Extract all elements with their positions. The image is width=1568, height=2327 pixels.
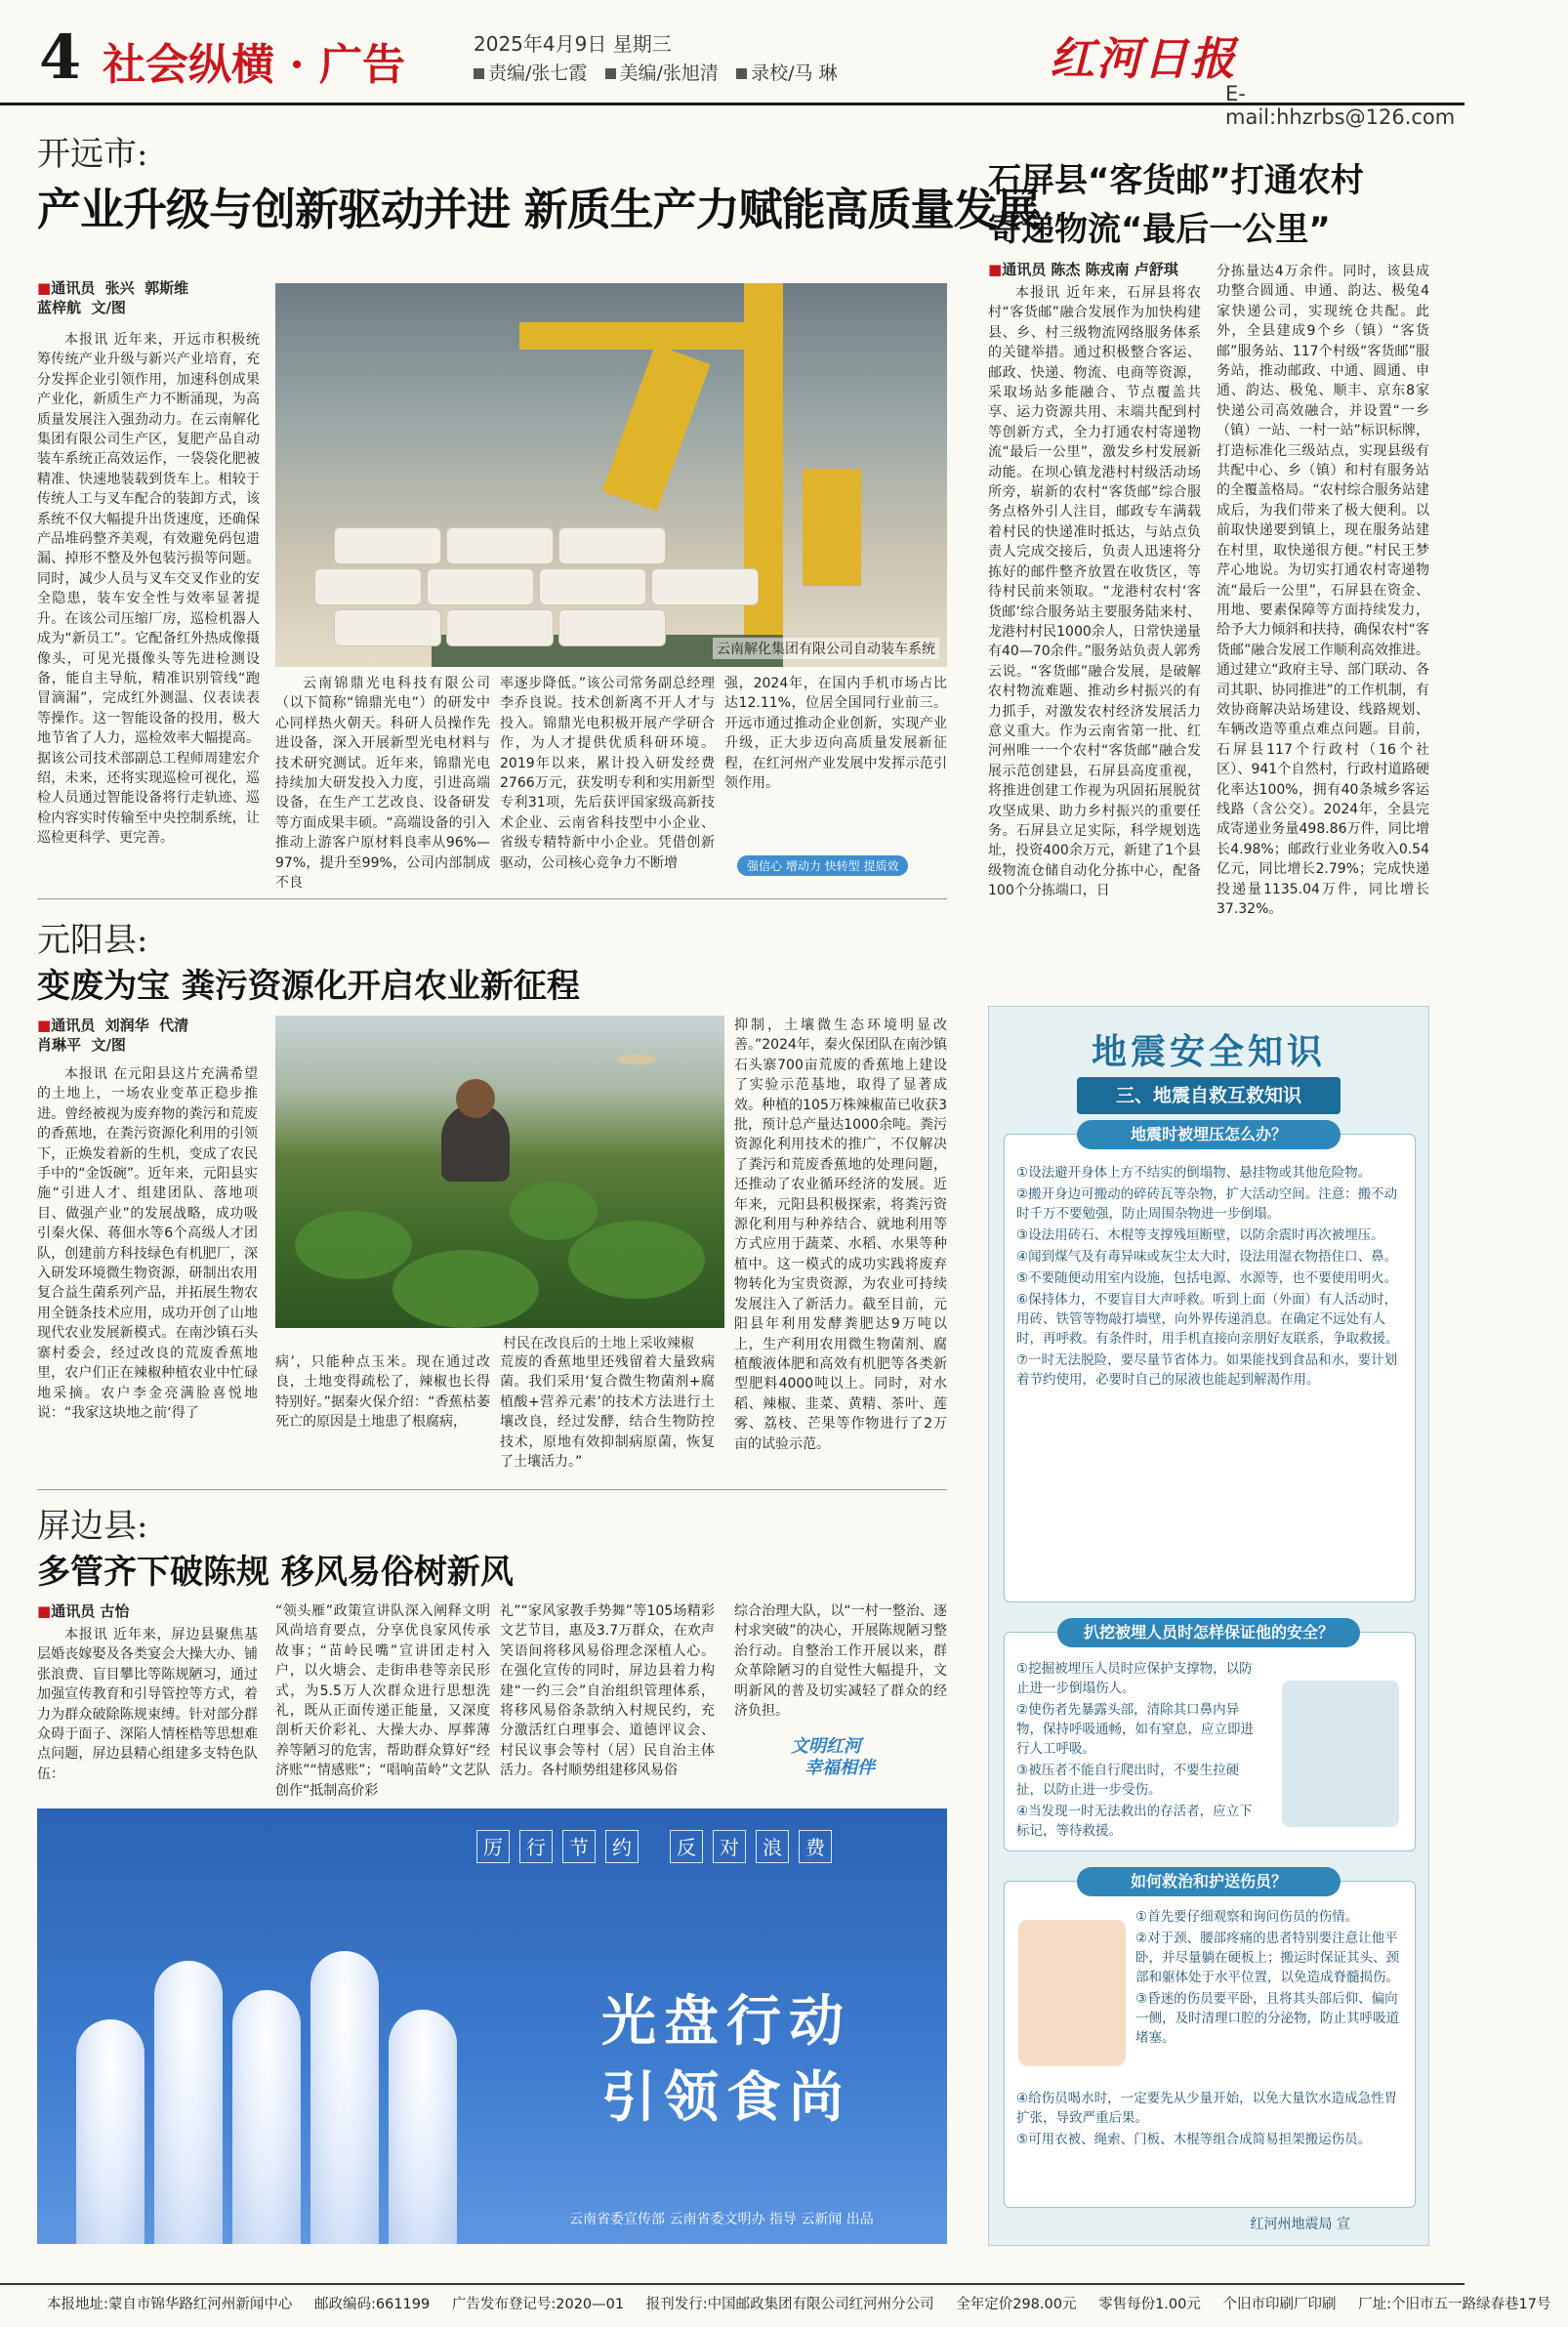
pepper-harvest-photo (275, 1016, 724, 1328)
editor-credit: 录校/马 琳 (751, 62, 838, 84)
civility-slogan: 文明红河 幸福相伴 (791, 1736, 875, 1778)
panel-subtitle: 三、地震自救互救知识 (1077, 1077, 1341, 1114)
wheat-illustration (389, 2010, 457, 2244)
wheat-illustration (154, 1961, 223, 2244)
ad-credit: 云南省委宣传部 云南省委文明办 指导 云新闻 出品 (569, 2212, 874, 2227)
article-body-column: 礼”“家风家教手势舞”等105场精彩文艺节目，惠及3.7万群众，在欢声笑语间将移风易俗理念深植人心。在强化宣传的同时，屏边县着力构建“一约三会”自治组织管理体系，将移风易俗条款纳入村规民约，充分激活红白理事会、道德评议会、村民议事会等村（居）民自治主体活力。各村顺势组建移风易俗 (500, 1603, 715, 1779)
contact-email: E-mail:hhzrbs@126.com (1225, 82, 1456, 129)
question-heading: 扒挖被埋人员时怎样保证他的安全？ (1057, 1618, 1360, 1647)
first-aid-illustration (1018, 1920, 1126, 2066)
article-body-column: 分拣量达4万余件。同时，该县成功整合圆通、申通、韵达、极兔4家快递公司，实现统仓共配。此外，全县建成9个乡（镇）“客货邮”服务站、117个村级“客货邮”服务站，推动邮政、中通、圆通、申通、韵达、极兔、顺丰、京东8家快递公司高效融合，并设置“一乡（镇）一站、一村一站”标识标牌，打造标准化三级站点，实现县级有共配中心、乡（镇）和村有服务站的全覆盖格局。“农村综合服务站建成后，为我们带来了极大便利。以前取快递要到镇上，现在服务站建在村里，取快递很方便。”村民王梦芹心地说。为切实打通农村寄递物流“最后一公里”，石屏县在资金、用地、要素保障等方面持续发力，给予大力倾斜和扶持，确保农村“客货邮”融合发展工作顺利高效推进。通过建立“政府主导、部门联动、各司其职、协同推进”的工作机制，有效协商解决站场建设、线路规划、车辆改造等重点难点问题。目前，石屏县117个行政村（16个社区）、941个自然村，行政村道路硬化率达100%，拥有40条城乡客运线路（含公交）。2024年，全县完成寄递业务量498.86万件，同比增长4.98%；邮政行业业务收入0.54亿元，同比增长2.79%；完成快递投递量1135.04万件，同比增长37.32%。 (1217, 264, 1429, 917)
article-headline: 变废为宝 粪污资源化开启农业新征程 (37, 967, 580, 1006)
section-title: 社会纵横 · 广告 (103, 40, 405, 90)
page-footer (0, 2283, 1551, 2327)
article-byline: ■通讯员 古怡 (37, 1602, 130, 1620)
footer-item: 个旧市印刷厂印刷 (1222, 2297, 1337, 2312)
article-headline: 产业升级与创新驱动并进 新质生产力赋能高质量发展 (37, 184, 1040, 235)
footer-item: 报刊发行:中国邮政集团有限公司红河州分公司 (645, 2297, 934, 2312)
footer-item: 零售每份1.00元 (1098, 2297, 1201, 2312)
article-headline: 石屏县“客货邮”打通农村 寄递物流“最后一公里” (988, 161, 1364, 249)
question-answer: ④给伤员喝水时，一定要先从少量开始，以免大量饮水造成急性胃扩张，导致严重后果。 ⑤可用衣被、绳索、门板、木棍等组合成简易担架搬运伤员。 (1016, 2091, 1398, 2147)
article-body-column: 本报讯 近年来，石屏县将农村“客货邮”融合发展作为加快构建县、乡、村三级物流网络服务体系的关键举措。通过积极整合客运、邮政、快递、物流、电商等资源，采取场站多能融合、节点覆盖共享、运力资源共用、末端共配到村等创新方式，全力打通农村寄递物流“最后一公里”，激发乡村发展新动能。在坝心镇龙港村村级活动场所旁，崭新的农村“客货邮”综合服务点格外引人注目，邮政专车满载着村民的快递准时抵达，与站点负责人完成交接后，负责人迅速将分拣好的邮件整齐放置在收货区，等待村民前来领取。“龙港村农村‘客货邮’综合服务站主要服务陆来村、龙港村村民1000余人，日常快递量有40—70余件。”服务站负责人郭秀云说。“客货邮”融合发展，是破解农村物流难题、推动乡村振兴的有力抓手，对激发农村经济发展活力意义重大。作为云南省第一批、红河州唯一一个农村“客货邮”融合发展示范创建县，石屏县高度重视，将推进创建工作视为巩固拓展脱贫攻坚成果、助力乡村振兴的重要任务。石屏县立足实际，科学规划选址，投资400余万元，新建了1个县级物流仓储自动化分拣中心，配备100个分拣端口，日 (988, 285, 1201, 899)
footer-item: 厂址:个旧市五一路绿春巷17号 (1358, 2297, 1551, 2312)
article-body-column: 荒废的香蕉地里还残留着大量致病菌。我们采用‘复合微生物菌剂+腐植酸+营养元素’的技术方法进行土壤改良，经过发酵，结合生物防控技术，原地有效抑制病原菌，恢复了土壤活力。” (500, 1354, 715, 1471)
article-body-column: 抑制，土壤微生态环境明显改善。”2024年，秦火保团队在南沙镇石头寨700亩荒废的香蕉地上建设了实验示范基地，取得了显著成效。种植的105万株辣椒苗已收获3批，预计总产量达1000余吨。粪污资源化利用技术的推广，不仅解决了粪污和荒废香蕉地的处理问题，还推动了农业循环经济的发展。近年来，元阳县积极探索，将粪污资源化利用与种养结合、就地利用等方式应用于蔬菜、水稻、水果等种植中。这一模式的成功实践将废弃物转化为宝贵资源，为农业可持续发展注入了新活力。截至目前，元阳县年利用发酵粪肥达9万吨以上，生产利用农用微生物菌剂、腐植酸液体肥和高效有机肥等各类新型肥料4000吨以上。同时，对水稻、辣椒、韭菜、黄精、茶叶、莲雾、荔枝、芒果等作物进行了2万亩的试验示范。 (734, 1018, 947, 1452)
masthead (0, 0, 1465, 129)
panel-credit: 红河州地震局 宣 (1250, 2217, 1350, 2232)
article-region: 屏边县: (37, 1507, 148, 1546)
editor-credit: 责编/张七霞 (488, 62, 588, 84)
article-body-column: “领头雁”政策宣讲队深入阐释文明风尚培育要点，分享优良家风传承故事；“苗岭民嘴”宣讲团走村入户，以火塘会、走街串巷等亲民形式，为5.5万人次群众进行思想洗礼，既从正面传递正能量，又深度剖析天价彩礼、大操大办、厚葬薄养等陋习的危害，帮助群众算好“经济账”“情感账”；“唱响苗岭”文艺队创作“抵制高价彩 (275, 1603, 490, 1799)
question-heading: 如何救治和护送伤员？ (1077, 1867, 1341, 1896)
ad-headline: 光盘行动 引领食尚 (601, 1990, 851, 2130)
footer-item: 全年定价298.00元 (956, 2297, 1077, 2312)
editor-credits (474, 59, 838, 88)
article-region: 元阳县: (37, 921, 148, 960)
photo-caption: 村民在改良后的土地上采收辣椒 (503, 1336, 694, 1351)
header-info (474, 29, 838, 88)
rescue-illustration (1282, 1681, 1399, 1827)
question-heading: 地震时被埋压怎么办？ (1077, 1120, 1341, 1149)
wheat-illustration (76, 2019, 144, 2244)
article-body-column: 综合治理大队，以“一村一整治、逐村求突破”的决心，开展陈规陋习整治行动。自整治工作开展以来，群众革除陋习的自觉性大幅提升，文明新风的普及切实减轻了群众的经济负担。 (734, 1603, 947, 1720)
article-headline: 多管齐下破陈规 移风易俗树新风 (37, 1553, 514, 1592)
newspaper-logo: 红河日报 (1050, 32, 1237, 85)
article-body-column: 本报讯 近年来，开远市积极统筹传统产业升级与新兴产业培育，充分发挥企业引领作用，加速科创成果产业化，新质生产力不断涌现，为高质量发展注入强劲动力。在云南解化集团有限公司生产区，复肥产品自动装车系统正高效运作，一袋袋化肥被精准、快速地装载到货车上。相较于传统人工与叉车配合的装卸方式，该系统不仅大幅提升出货速度，还确保产品堆码整齐美观，有效避免码包遗漏、掉形不整及外包装污损等问题。同时，减少人员与叉车交叉作业的安全隐患，装车安全性与效率显著提升。在该公司压缩厂房，巡检机器人成为“新员工”。它配备红外热成像摄像头，可见光摄像头等先进检测设备，能自主导航，精准识别管线“跑冒滴漏”，完成红外测温、仪表读表等操作。这一智能设备的投用，极大地节省了人力，巡检效率大幅提高。据该公司技术部副总工程师周建宏介绍，未来，还将实现巡检可视化，巡检人员通过智能设备将行走轨迹、巡检内容实时传输至中央控制系统，让巡检更科学、更完善。 (37, 332, 260, 847)
wheat-illustration (232, 1990, 301, 2244)
article-region: 开远市: (37, 135, 148, 174)
issue-date: 2025年4月9日 星期三 (474, 32, 672, 56)
question-answer: ①挖掘被埋压人员时应保护支撑物，以防止进一步倒塌伤人。 ②使伤者先暴露头部，清除其口鼻内异物，保持呼吸通畅，如有窒息，应立即进行人工呼吸。 ③被压者不能自行爬出时，不要生拉硬扯，以防止进一步受伤。 ④当发现一时无法救出的存活者，应立下标记，等待救援。 (1016, 1661, 1254, 1839)
article-body-column: 率逐步降低。”该公司常务副总经理李乔良说。技术创新离不开人才与投入。锦鼎光电积极开展产学研合作，为人才提供优质科研环境。2019年以来，累计投入研发经费2766万元，获发明专利和实用新型专利31项，先后获评国家级高新技术企业、云南省科技型中小企业、省级专精特新中小企业。凭借创新驱动，公司核心竞争力不断增 (500, 676, 715, 871)
panel-title: 地震安全知识 (1091, 1032, 1326, 1072)
article-body-column: 云南锦鼎光电科技有限公司（以下简称“锦鼎光电”）的研发中心同样热火朝天。科研人员操作先进设备，深入开展新型光电材料与技术研究测试。近年来，锦鼎光电持续加大研发投入力度，引进高端设备，在生产工艺改良、设备研发等方面成果丰硕。“高端设备的引入推动上游客户原材料良率从96%—97%，提升至99%，公司内部制成不良 (275, 676, 490, 892)
article-body-column: 本报讯 在元阳县这片充满希望的土地上，一场农业变革正稳步推进。曾经被视为废弃物的粪污和荒废的香蕉地，在粪污资源化利用的引领下，正焕发着新的生机，变成了农民手中的“金饭碗”。近年来，元阳县实施“引进人才、组建团队、落地项目、做强产业”的发展战略，成功吸引秦火保、蒋佃水等6个高级人才团队，创建前方科技绿色有机肥厂，深入研发环境微生物资源，研制出农用复合益生菌系列产品，并拓展生物农用全链条技术应用，成功开创了山地现代农业发展新模式。在南沙镇石头寨村委会，经过改良的荒废香蕉地里，农户们正在辣椒种植农业中忙碌地采摘。农户李金亮满脸喜悦地说：“我家这块地之前‘得了 (37, 1066, 258, 1421)
article-byline: ■通讯员 刘润华 代清 肖琳平 文/图 (37, 1017, 189, 1054)
article-byline: ■通讯员 陈杰 陈戎南 卢舒琪 (988, 261, 1178, 278)
article-body-column: 病’，只能种点玉米。现在通过改良，土地变得疏松了，辣椒也长得特别好。”据秦火保介绍：“香蕉枯萎死亡的原因是土地患了根腐病， (275, 1354, 490, 1431)
footer-item: 邮政编码:661199 (314, 2297, 431, 2312)
article-byline: ■通讯员 张兴 郭斯维 蓝梓航 文/图 (37, 279, 189, 316)
article-body-column: 强，2024年，在国内手机市场占比达12.11%，位居全国同行业前三。开远市通过推动企业创新，实现产业升级，正大步迈向高质量发展新征程，在红河州产业发展中发挥示范引领作用。 (724, 676, 947, 792)
photo-caption: 云南解化集团有限公司自动装车系统 (713, 638, 939, 659)
earthquake-safety-panel (988, 1006, 1429, 2246)
divider (37, 898, 947, 899)
divider (37, 1489, 947, 1490)
footer-item: 本报地址:蒙自市锦华路红河州新闻中心 (47, 2297, 293, 2312)
footer-item: 广告发布登记号:2020—01 (451, 2297, 625, 2312)
editor-credit: 美编/张旭清 (619, 62, 719, 84)
ad-slogan: 厉 行 节 约 反 对 浪 费 (476, 1830, 832, 1863)
page-number: 4 (39, 21, 82, 93)
factory-loading-photo (275, 283, 947, 667)
wheat-illustration (310, 1951, 379, 2244)
question-answer: ①设法避开身体上方不结实的倒塌物、悬挂物或其他危险物。 ②搬开身边可搬动的碎砖瓦等杂物，扩大活动空间。注意：搬不动时千万不要勉强，防止周围杂物进一步倒塌。 ③设法用砖石、木棍等支撑残垣断壁，以防余震时再次被埋压。 ④闻到煤气及有毒异味或灰尘太大时，设法用湿衣物捂住口、鼻。 ⑤不要随便动用室内设施，包括电源、水源等，也不要使用明火。 ⑥保持体力，不要盲目大声呼救。听到上面（外面）有人活动时，用砖、铁管等物敲打墙壁，向外界传递消息。在确定不远处有人时，再呼救。有条件时，用手机直接向亲朋好友联系，争取救援。 ⑦一时无法脱险，要尽量节省体力。如果能找到食品和水，要计划着节约使用，必要时自己的尿液也能起到解渴作用。 (1016, 1165, 1399, 1388)
article-body-column: 本报讯 近年来，屏边县聚焦基层婚丧嫁娶及各类宴会大操大办、铺张浪费、盲目攀比等陈规陋习，通过加强宣传教育和引导管控等方式，着力为群众破除陈规束缚。针对部分群众碍于面子、深陷人情桎梏等思想难点问题，屏边县精心组建多支特色队伍： (37, 1627, 258, 1782)
clean-plate-ad (37, 1808, 947, 2244)
campaign-slogan: 强信心 增动力 快转型 提质效 (737, 855, 908, 876)
question-answer: ①首先要仔细观察和询问伤员的伤情。 ②对于颈、腰部疼痛的患者特别要注意让他平卧，并尽量躺在硬板上；搬运时保证其头、颈部和躯体处于水平位置，以免造成脊髓损伤。 ③昏迷的伤员要平卧，且将其头部后仰、偏向一侧，及时清理口腔的分泌物，防止其呼吸道堵塞。 (1135, 1909, 1399, 2046)
